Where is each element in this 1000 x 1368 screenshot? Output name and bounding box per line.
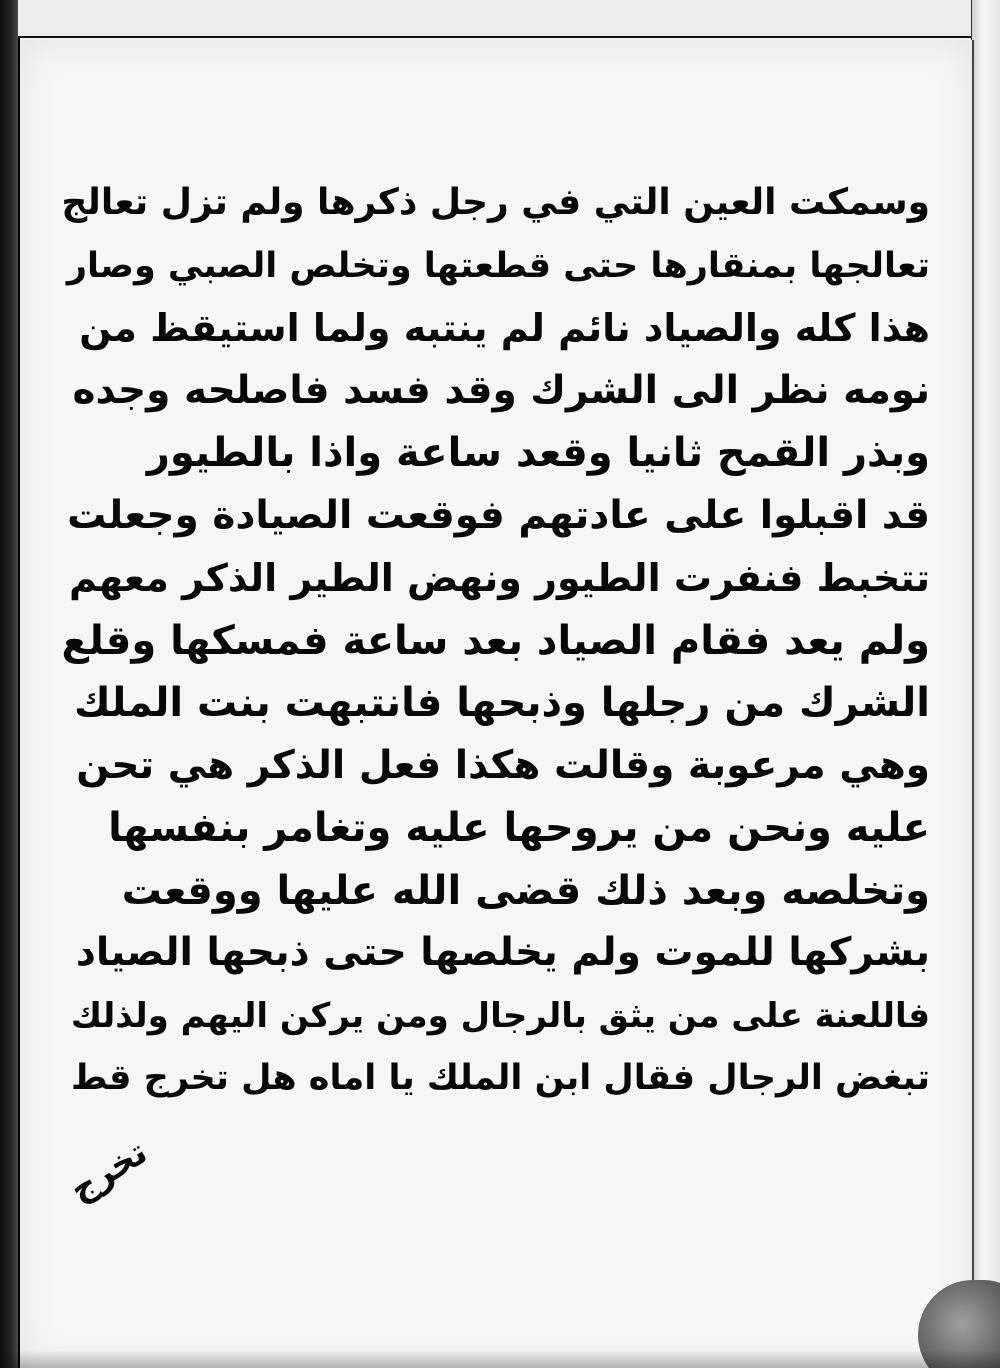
text-line-2: تعالجها بمنقارها حتى قطعتها وتخلص الصبي وصار	[66, 245, 930, 286]
text-line-5: وبذر القمح ثانيا وقعد ساعة واذا بالطيور	[146, 430, 930, 476]
text-line-4: نومه نظر الى الشرك وقد فسد فاصلحه وجده	[72, 367, 930, 413]
text-line-1: وسمكت العين التي في رجل ذكرها ولم تزل تعالج	[61, 182, 930, 223]
text-line-9: الشرك من رجلها وذبحها فانتبهت بنت الملك	[73, 680, 930, 726]
text-block	[60, 172, 930, 1110]
text-line-12: وتخلصه وبعد ذلك قضى الله عليها ووقعت	[121, 867, 930, 914]
manuscript-page	[20, 40, 974, 1368]
text-line-3: هذا كله والصياد نائم لم ينتبه ولما استيقظ من	[79, 306, 930, 350]
page-right-edge	[971, 0, 1000, 1368]
text-line-11: عليه ونحن من يروحها عليه وتغامر بنفسها	[108, 805, 930, 851]
page-top-edge	[18, 0, 1000, 38]
text-line-14: فاللعنة على من يثق بالرجال ومن يركن اليهم ولذلك	[70, 995, 930, 1036]
text-line-13: بشركها للموت ولم يخلصها حتى ذبحها الصياد	[75, 930, 930, 975]
catchword: تخرج	[62, 1132, 155, 1210]
text-line-7: تتخبط فنفرت الطيور ونهض الطير الذكر معهم	[69, 556, 930, 600]
binding-gutter	[0, 0, 20, 1368]
text-line-8: ولم يعد فقام الصياد بعد ساعة فمسكها وقلع	[61, 617, 930, 664]
text-line-6: قد اقبلوا على عادتهم فوقعت الصيادة وجعلت	[67, 492, 930, 538]
text-line-10: وهي مرعوبة وقالت هكذا فعل الذكر هي تحن	[76, 742, 930, 788]
bottom-shadow	[0, 1350, 1000, 1368]
text-line-15: تبغض الرجال فقال ابن الملك يا اماه هل تخرج قط	[70, 1058, 930, 1098]
